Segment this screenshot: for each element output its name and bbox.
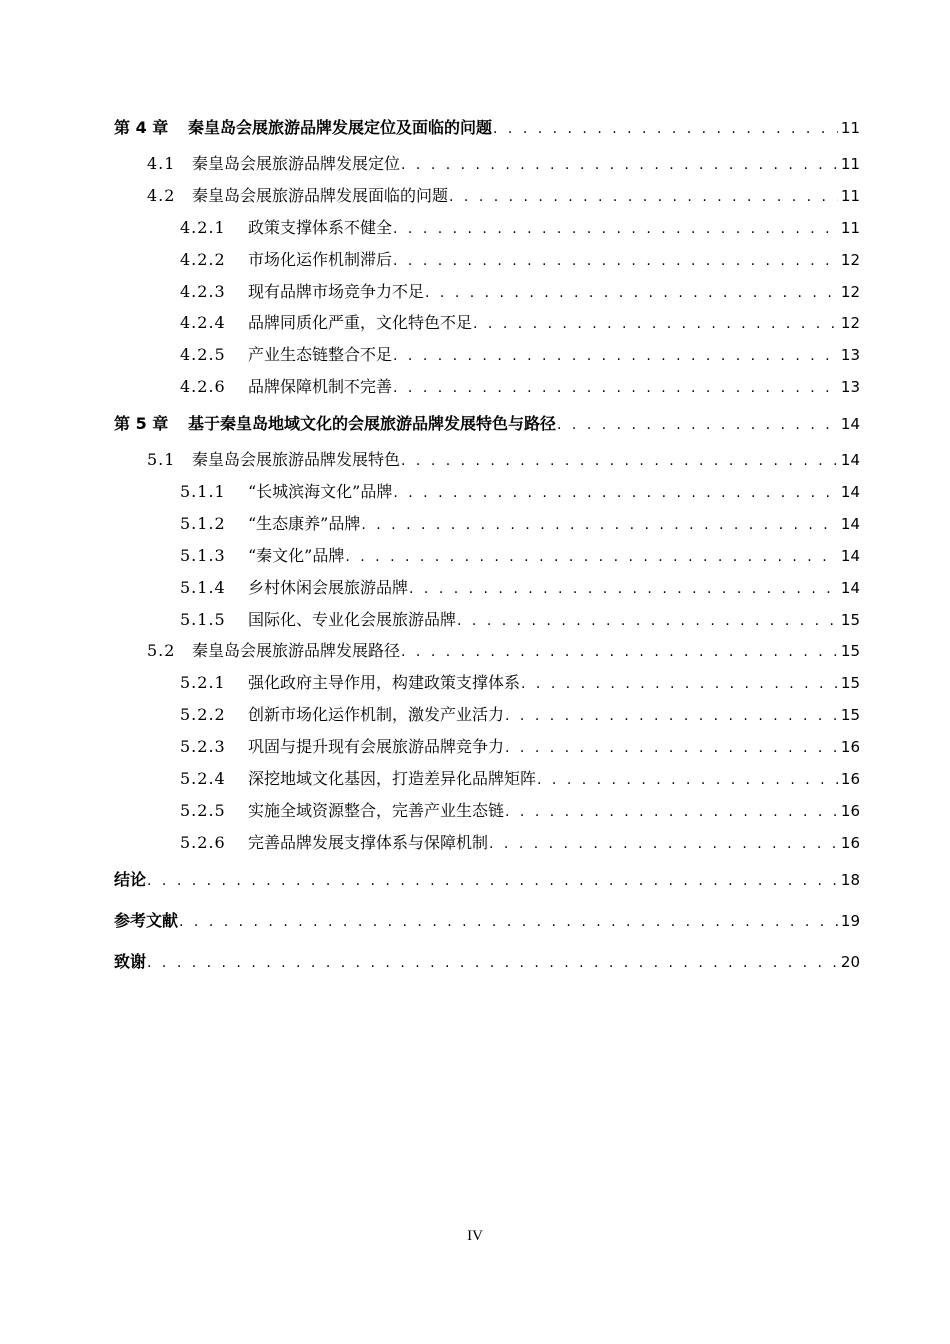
table-of-contents [114,118,860,988]
toc-entry-page: 15 [840,706,860,725]
toc-entry-5-1-2[interactable] [114,514,860,546]
toc-entry-5-1-5[interactable] [114,610,860,642]
toc-dot-leader [557,415,838,435]
toc-entry-title: 秦皇岛会展旅游品牌发展面临的问题 [192,185,449,205]
toc-entry-references[interactable] [114,906,860,947]
toc-entry-title: 国际化、专业化会展旅游品牌 [248,609,457,629]
toc-dot-leader [537,770,838,790]
toc-entry-title: 政策支撑体系不健全 [248,217,393,237]
toc-entry-title: 现有品牌市场竞争力不足 [248,281,425,301]
toc-entry-title: 乡村休闲会展旅游品牌 [248,577,409,597]
toc-entry-title: 基于秦皇岛地域文化的会展旅游品牌发展特色与路径 [188,414,557,434]
toc-entry-title: 完善品牌发展支撑体系与保障机制 [248,832,489,852]
toc-entry-5-2-5[interactable] [114,801,860,833]
toc-entry-title: 市场化运作机制滞后 [248,249,393,269]
toc-dot-leader [345,547,838,567]
toc-entry-number: 第 4 章 [114,118,169,137]
toc-entry-4-2[interactable] [114,186,860,218]
toc-dot-leader [409,579,838,599]
toc-entry-page: 14 [840,514,860,533]
toc-entry-number: 5.2.3 [180,737,226,757]
toc-entry-page: 14 [840,546,860,565]
toc-entry-number: 第 5 章 [114,414,169,434]
toc-dot-leader [521,674,838,694]
toc-dot-leader [401,642,838,662]
toc-entry-page: 15 [840,610,860,629]
toc-entry-number: 5.2.1 [180,673,226,693]
toc-entry-title: 强化政府主导作用，构建政策支撑体系 [248,673,521,693]
toc-entry-number: 4.2.2 [180,249,226,269]
toc-entry-page: 11 [840,119,860,137]
toc-entry-title: 致谢 [114,951,147,971]
toc-entry-page: 19 [840,911,860,930]
toc-entry-number: 5.1.4 [180,577,226,597]
toc-entry-number: 5.1 [147,450,176,470]
toc-dot-leader [393,251,838,271]
toc-entry-page: 14 [840,483,860,502]
toc-entry-title: 结论 [114,869,147,889]
toc-entry-page: 14 [840,578,860,597]
toc-entry-title: 深挖地域文化基因，打造差异化品牌矩阵 [248,769,537,789]
toc-dot-leader [449,187,838,207]
toc-dot-leader [393,346,838,366]
toc-entry-page: 13 [840,378,860,397]
toc-entry-page: 16 [840,738,860,757]
toc-entry-5-2-3[interactable] [114,737,860,769]
toc-entry-number: 4.2.6 [180,377,226,397]
toc-entry-page: 14 [840,451,860,470]
toc-entry-title: “秦文化”品牌 [248,545,345,565]
toc-entry-acknowledgements[interactable] [114,947,860,988]
toc-dot-leader [457,611,838,631]
toc-entry-number: 5.2.4 [180,769,226,789]
toc-dot-leader [147,871,838,891]
toc-dot-leader [489,834,838,854]
toc-entry-title: 秦皇岛会展旅游品牌发展定位及面临的问题 [188,118,493,137]
toc-entry-number: 5.1.5 [180,609,226,629]
toc-entry-page: 18 [840,870,860,889]
toc-dot-leader [401,155,838,175]
toc-entry-title: 秦皇岛会展旅游品牌发展定位 [192,154,401,173]
toc-entry-page: 11 [840,186,860,205]
toc-entry-page: 16 [840,833,860,852]
toc-entry-number: 5.2.6 [180,832,226,852]
toc-entry-number: 5.2 [147,641,176,661]
toc-entry-number: 4.2.1 [180,217,226,237]
toc-entry-title: 秦皇岛会展旅游品牌发展路径 [192,641,401,661]
toc-entry-number: 4.2.3 [180,281,226,301]
toc-dot-leader [393,483,838,503]
toc-entry-5-2-2[interactable] [114,705,860,737]
toc-entry-number: 5.1.1 [180,482,226,502]
toc-dot-leader [361,515,838,535]
toc-entry-5-2[interactable] [114,641,860,673]
toc-entry-4-2-6[interactable] [114,377,860,409]
toc-entry-number: 5.1.3 [180,545,226,565]
toc-entry-page: 13 [840,346,860,365]
toc-dot-leader [147,953,838,973]
toc-dot-leader [505,738,838,758]
toc-entry-page: 12 [840,282,860,301]
toc-entry-chapter-4[interactable] [114,118,860,154]
toc-entry-page: 11 [840,155,860,173]
toc-entry-page: 11 [840,218,860,237]
toc-entry-title: 巩固与提升现有会展旅游品牌竞争力 [248,737,505,757]
toc-entry-title: 实施全域资源整合，完善产业生态链 [248,800,505,820]
toc-entry-number: 4.1 [147,154,176,173]
toc-entry-page: 12 [840,314,860,333]
toc-dot-leader [473,314,838,334]
toc-entry-5-2-6[interactable] [114,833,860,865]
toc-dot-leader [393,219,838,239]
toc-dot-leader [505,706,838,726]
toc-entry-title: 秦皇岛会展旅游品牌发展特色 [192,450,401,470]
toc-entry-number: 4.2.5 [180,345,226,365]
toc-entry-title: 产业生态链整合不足 [248,345,393,365]
toc-entry-title: 创新市场化运作机制，激发产业活力 [248,705,505,725]
toc-entry-5-1-1[interactable] [114,482,860,514]
toc-entry-number: 4.2 [147,185,176,205]
toc-entry-page: 16 [840,770,860,789]
toc-entry-chapter-5[interactable] [114,409,860,450]
toc-entry-number: 5.2.5 [180,800,226,820]
toc-entry-4-2-4[interactable] [114,313,860,345]
toc-entry-4-2-1[interactable] [114,218,860,250]
toc-entry-number: 5.2.2 [180,705,226,725]
toc-entry-title: 品牌保障机制不完善 [248,377,393,397]
toc-entry-title: “生态康养”品牌 [248,513,361,533]
toc-entry-number: 4.2.4 [180,313,226,333]
toc-dot-leader [505,802,838,822]
toc-dot-leader [393,378,838,398]
toc-dot-leader [179,912,838,932]
toc-entry-5-1-3[interactable] [114,546,860,578]
toc-entry-title: 品牌同质化严重，文化特色不足 [248,313,473,333]
toc-entry-4-2-2[interactable] [114,250,860,282]
toc-entry-number: 5.1.2 [180,513,226,533]
toc-entry-title: “长城滨海文化”品牌 [248,482,393,502]
toc-entry-5-1-4[interactable] [114,578,860,610]
toc-entry-5-2-4[interactable] [114,769,860,801]
toc-entry-title: 参考文献 [114,910,179,930]
toc-dot-leader [425,283,838,303]
toc-dot-leader [493,119,838,139]
toc-entry-4-1[interactable] [114,154,860,186]
page-number: IV [467,1228,483,1244]
toc-entry-page: 16 [840,801,860,820]
toc-entry-conclusion[interactable] [114,865,860,906]
toc-entry-page: 20 [840,952,860,971]
toc-entry-page: 15 [840,674,860,693]
toc-entry-5-1[interactable] [114,450,860,482]
toc-entry-5-2-1[interactable] [114,673,860,705]
toc-entry-4-2-5[interactable] [114,345,860,377]
toc-entry-4-2-3[interactable] [114,282,860,314]
toc-entry-page: 12 [840,250,860,269]
toc-entry-page: 14 [840,415,860,434]
toc-dot-leader [401,451,838,471]
toc-entry-page: 15 [840,642,860,661]
